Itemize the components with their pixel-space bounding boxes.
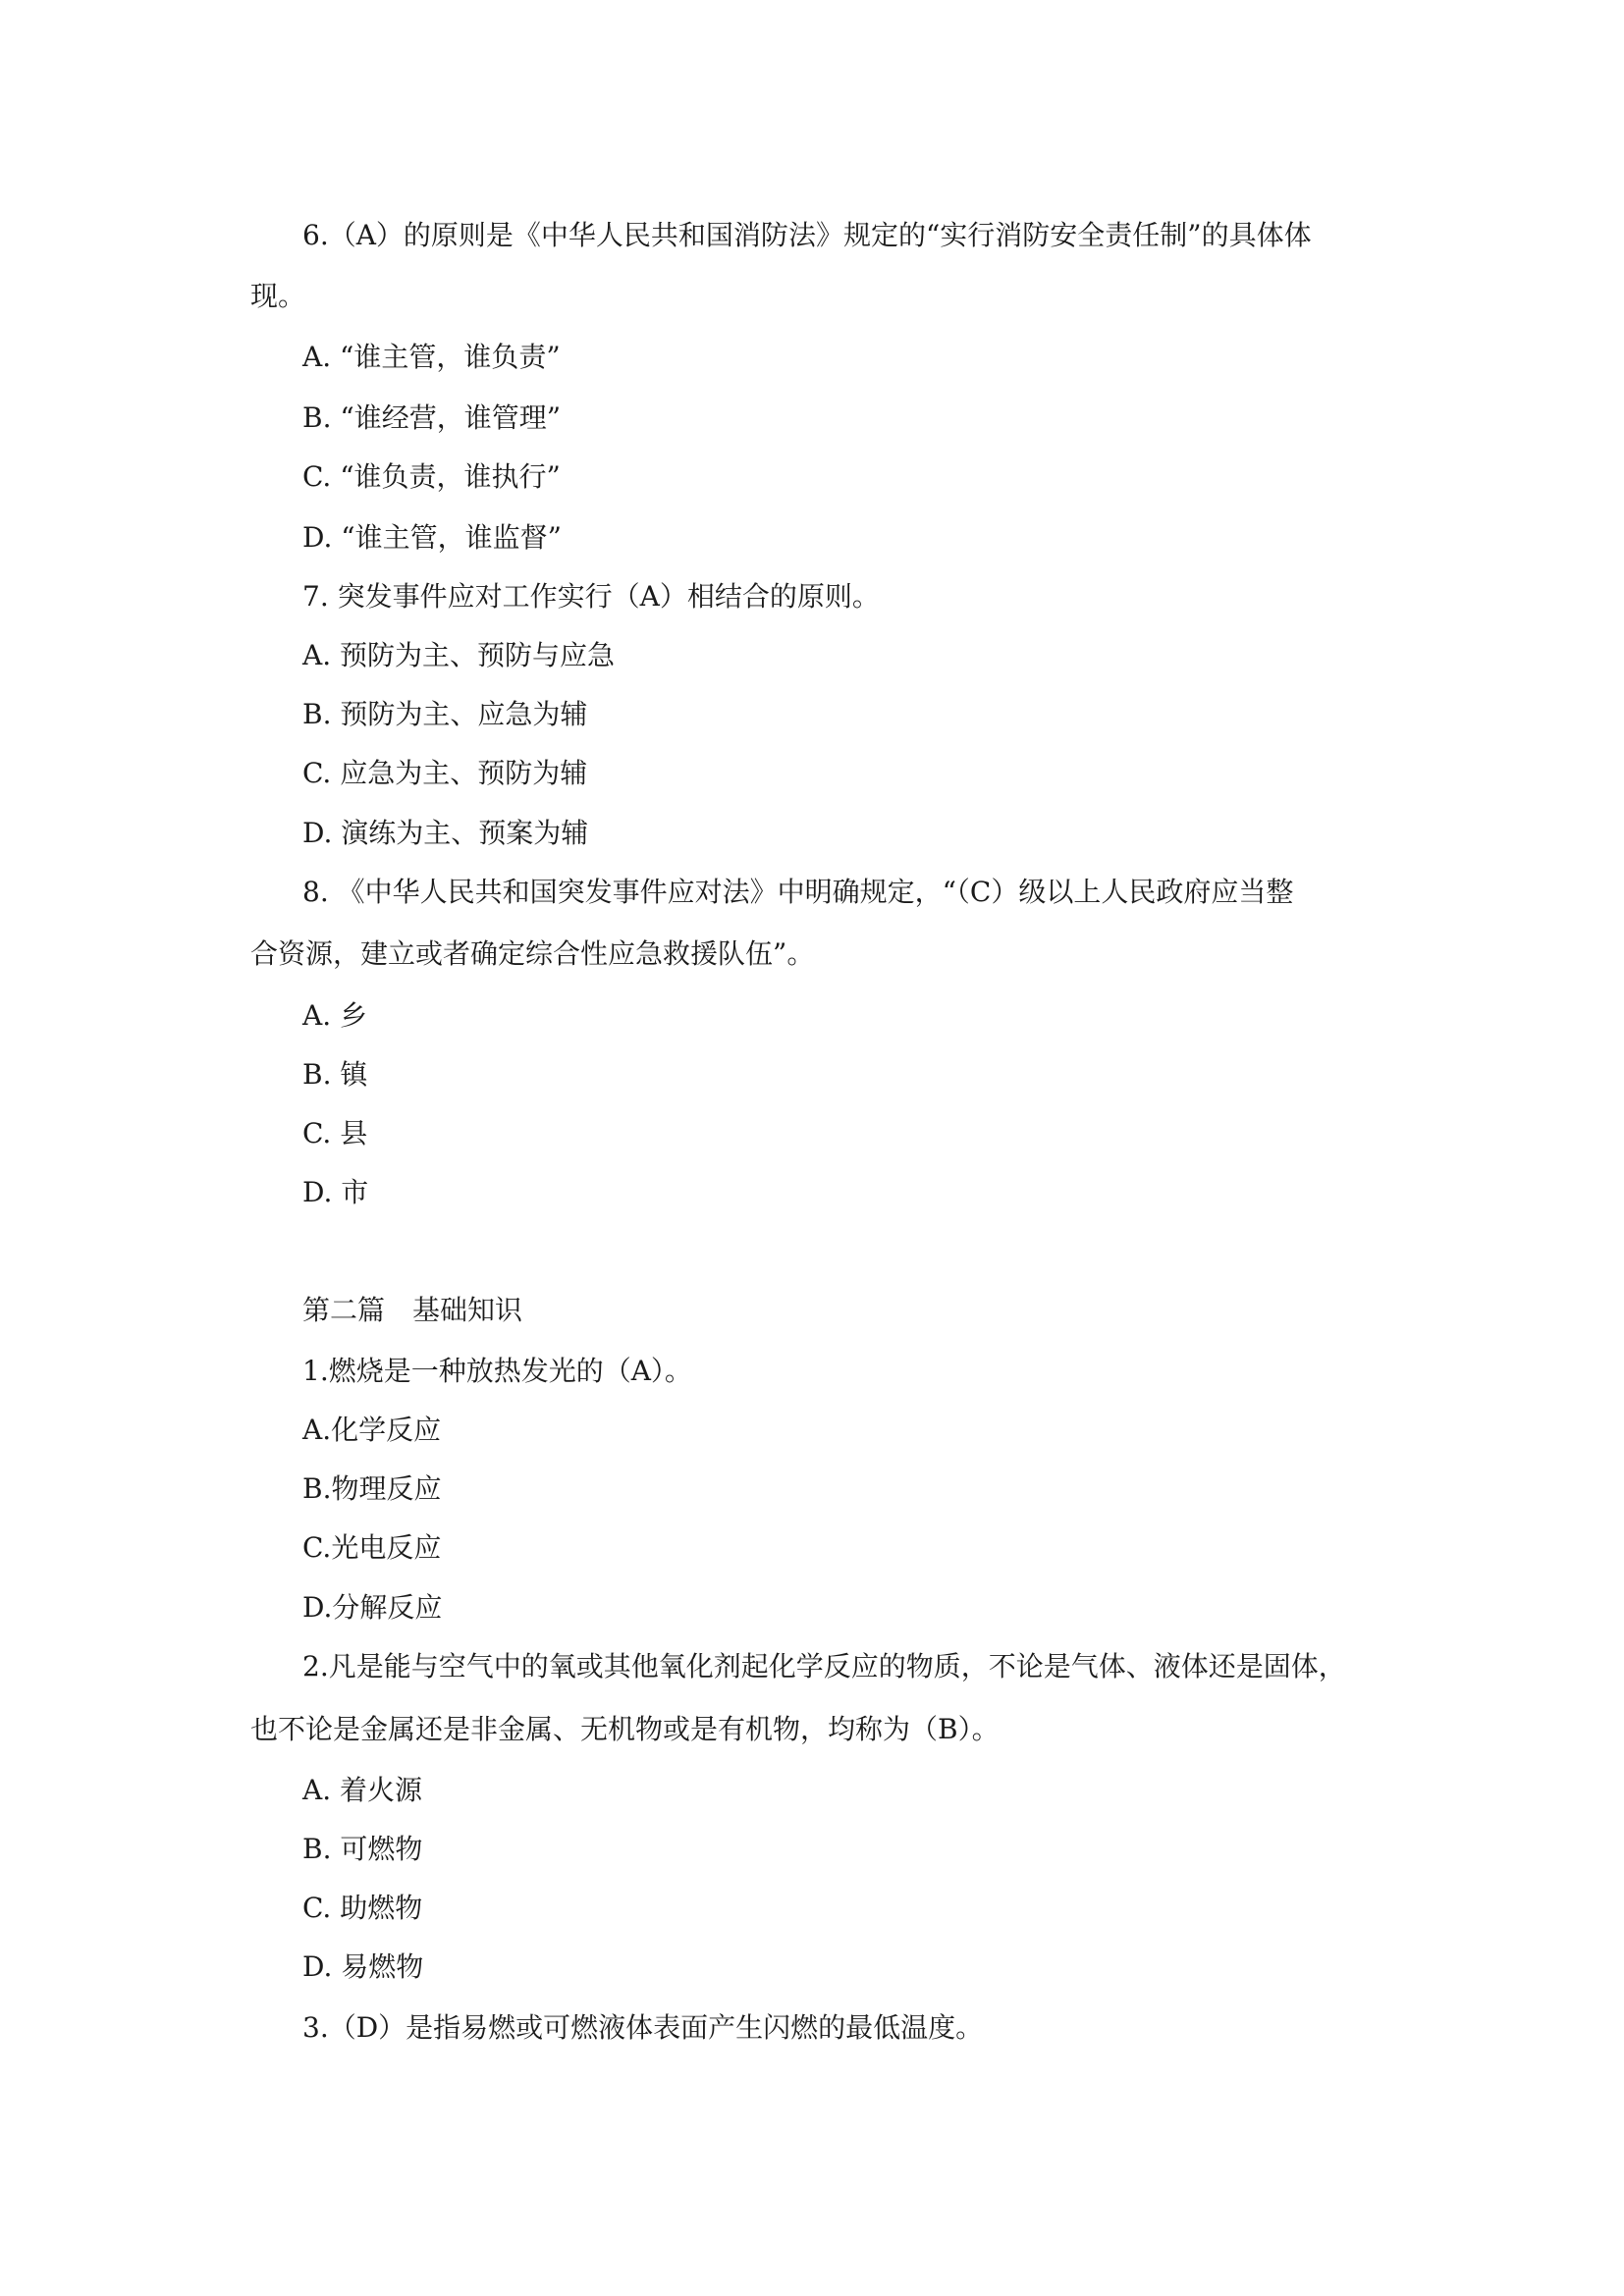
text-line: B.物理反应 <box>302 1472 442 1505</box>
section-heading: 第二篇 基础知识 <box>302 1294 523 1326</box>
text-line: 现。 <box>250 280 306 312</box>
text-line: A. “谁主管，谁负责” <box>302 341 561 373</box>
text-line: 也不论是金属还是非金属、无机物或是有机物，均称为（B）。 <box>250 1713 1000 1745</box>
text-line: 3.（D）是指易燃或可燃液体表面产生闪燃的最低温度。 <box>302 2011 984 2044</box>
text-line: D. 易燃物 <box>302 1950 424 1983</box>
text-line: 2.凡是能与空气中的氧或其他氧化剂起化学反应的物质，不论是气体、液体还是固体， <box>302 1650 1346 1682</box>
text-line: B. “谁经营，谁管理” <box>302 401 562 434</box>
text-line: A. 乡 <box>302 999 368 1032</box>
text-line: B. 可燃物 <box>302 1833 423 1865</box>
text-line: D.分解反应 <box>302 1591 443 1624</box>
text-line: 合资源，建立或者确定综合性应急救援队伍”。 <box>250 937 815 970</box>
text-line: 1.燃烧是一种放热发光的（A）。 <box>302 1355 692 1387</box>
text-line: B. 镇 <box>302 1058 368 1091</box>
text-line: A. 着火源 <box>302 1774 423 1806</box>
text-line: D. 演练为主、预案为辅 <box>302 817 589 849</box>
text-line: C. “谁负责，谁执行” <box>302 460 561 493</box>
text-line: 6.（A）的原则是《中华人民共和国消防法》规定的“实行消防安全责任制”的具体体 <box>302 219 1312 251</box>
text-line: B. 预防为主、应急为辅 <box>302 698 588 730</box>
text-line: D. 市 <box>302 1176 369 1208</box>
text-line: A. 预防为主、预防与应急 <box>302 639 616 671</box>
text-line: 7. 突发事件应对工作实行（A）相结合的原则。 <box>302 580 880 613</box>
text-line: C.光电反应 <box>302 1531 442 1564</box>
text-line: A.化学反应 <box>302 1414 442 1446</box>
text-line: 8. 《中华人民共和国突发事件应对法》中明确规定，“（C）级以上人民政府应当整 <box>302 876 1294 908</box>
text-line: D. “谁主管，谁监督” <box>302 521 562 554</box>
text-line: C. 县 <box>302 1117 368 1149</box>
text-line: C. 助燃物 <box>302 1892 423 1924</box>
text-line: C. 应急为主、预防为辅 <box>302 757 588 789</box>
